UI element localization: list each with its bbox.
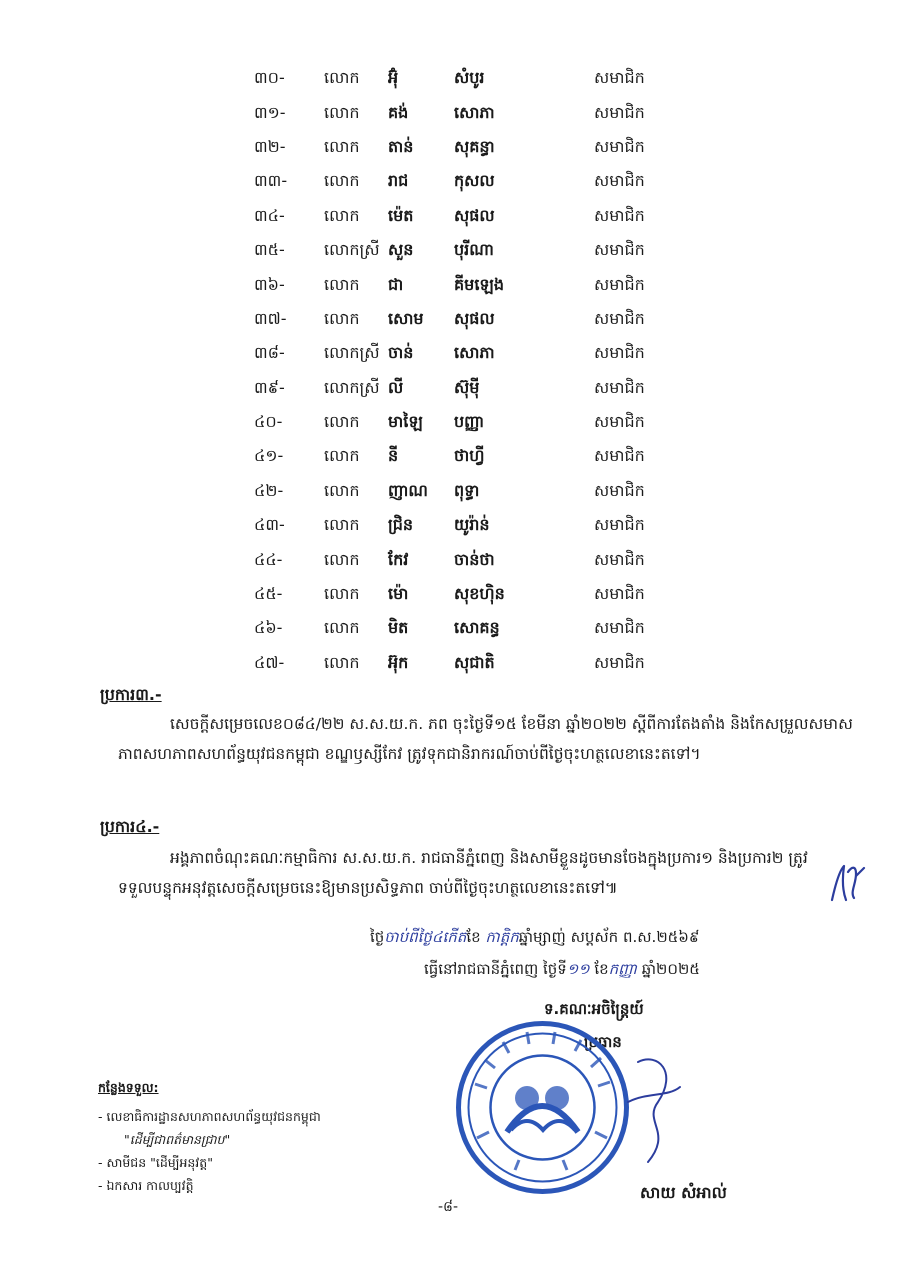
member-row [254,475,694,509]
member-first-name: ជា [388,274,404,294]
member-number: ៣១- [254,102,286,122]
member-first-name: អ៊ុំ [388,68,399,88]
member-role: សមាជិក [594,412,645,432]
member-last-name: បញ្ញា [454,412,485,432]
member-honorific: លោក [324,308,360,328]
member-first-name: កែវ [388,549,409,569]
member-first-name: ចាន់ [388,343,414,363]
member-row [254,406,694,440]
recipient-item-note: "ដើម្បីជាពត៌មានជ្រាប" [124,1132,231,1147]
recipient-item: - សាមីជន "ដើម្បីអនុវត្ត" [98,1155,213,1170]
member-number: ៤០- [254,412,283,432]
member-last-name: ចាន់ថា [454,549,495,569]
recipient-item: - ឯកសារ កាលប្បវត្តិ [98,1178,194,1193]
member-last-name: យូរ៉ាន់ [454,515,490,535]
member-first-name: ញាណ [388,480,428,500]
member-number: ៣៧- [254,308,287,328]
lunar-date-line: ថ្ងៃចាប់ពីថ្ងៃ៤កើតខែ កាត្ដិកឆ្នាំម្សាញ់ សប្តស័ក ព.ស.២៥៦៩ [370,928,700,946]
member-role: សមាជិក [594,618,645,638]
member-role: សមាជិក [594,377,645,397]
member-row [254,543,694,577]
member-role: សមាជិក [594,446,645,466]
member-honorific: លោកស្រី [324,377,380,397]
member-first-name: អ៊ុក [388,652,409,672]
member-number: ៣៥- [254,240,285,260]
member-first-name: នី [388,446,399,466]
member-number: ៤៤- [254,549,283,569]
member-first-name: ជ្រិន [388,515,414,535]
initials-signature-icon [826,862,866,906]
member-first-name: រាជ [388,171,409,191]
article4-text: អង្គភាពចំណុះគណៈកម្មាធិការ ស.ស.យ.ក. រាជធានីភ្នំពេញ និងសាមីខ្លួនដូចមានចែងក្នុងប្រការ១ និងប្រការ២ ត្រូវទទួលបន្ទុកអនុវត្តសេចក្តីសម្រេចនេះឱ្យមានប្រសិទ្ធភាព ចាប់ពីថ្ងៃចុះហត្ថលេខានេះតទៅ៕ [118,849,808,897]
member-number: ៤៦- [254,618,283,638]
member-number: ៤៥- [254,584,283,604]
member-role: សមាជិក [594,136,645,156]
member-number: ៣៣- [254,171,288,191]
member-number: ៤២- [254,480,284,500]
member-honorific: លោក [324,549,360,569]
member-honorific: លោក [324,412,360,432]
article3-text: សេចក្តីសម្រេចលេខ០៨៤/២២ ស.ស.យ.ក. ភព ចុះថ្ងៃទី១៥ ខែមីនា ឆ្នាំ២០២២ ស្តីពីការតែងតាំង និងកែសម្រួលសមាសភាពសហភាពសហព័ន្ធយុវជនកម្ពុជា ខណ្ឌឫស្សីកែវ ត្រូវទុកជានិរាករណ៍ចាប់ពីថ្ងៃចុះហត្ថលេខានេះតទៅ។ [118,715,853,763]
member-row [254,337,694,371]
member-role: សមាជិក [594,205,645,225]
member-last-name: សុខហ៊ិន [454,584,505,604]
recipients-block [98,1080,418,1197]
member-last-name: សោភា [454,343,495,363]
member-last-name: កុសល [454,171,495,191]
member-row [254,578,694,612]
member-row [254,612,694,646]
member-role: សមាជិក [594,171,645,191]
member-number: ៤៣- [254,515,285,535]
member-honorific: លោក [324,102,360,122]
member-role: សមាជិក [594,68,645,88]
member-last-name: សុគន្ធា [454,136,495,156]
member-last-name: សុផល [454,308,495,328]
member-honorific: លោកស្រី [324,240,380,260]
member-honorific: លោក [324,205,360,225]
member-row [254,509,694,543]
member-number: ៣៦- [254,274,285,294]
member-row [254,440,694,474]
signer-title: ប្រធាន [584,1033,622,1051]
member-row [254,200,694,234]
member-honorific: លោក [324,136,360,156]
member-first-name: តាន់ [388,136,414,156]
member-first-name: ម៉ោ [388,584,409,604]
member-honorific: លោក [324,584,360,604]
member-number: ៣២- [254,136,286,156]
member-role: សមាជិក [594,584,645,604]
member-honorific: លោក [324,480,360,500]
solar-date-line: ធ្វើនៅរាជធានីភ្នំពេញ ថ្ងៃទី១១ ខែកញ្ញា ឆ្នាំ២០២៥ [424,960,700,978]
member-number: ៤៧- [254,652,285,672]
member-last-name: គីមឡេង [454,274,504,294]
member-last-name: ស៊ុម៉ី [454,377,480,397]
member-row [254,303,694,337]
member-row [254,234,694,268]
member-row [254,131,694,165]
member-first-name: គង់ [388,102,409,122]
member-last-name: សោភា [454,102,495,122]
member-row [254,62,694,96]
member-last-name: សុជាតិ [454,652,495,672]
member-row [254,372,694,406]
member-role: សមាជិក [594,102,645,122]
member-honorific: លោក [324,274,360,294]
member-last-name: ថាហ្វី [454,446,485,466]
member-role: សមាជិក [594,652,645,672]
signer-name: សាយ សំអាល់ [640,1183,727,1202]
member-role: សមាជិក [594,515,645,535]
official-seal-icon [455,1020,630,1195]
page-number: -៨- [438,1199,459,1215]
member-first-name: សោម [388,308,424,328]
member-honorific: លោក [324,515,360,535]
member-first-name: ម៉េត [388,205,414,225]
member-role: សមាជិក [594,480,645,500]
member-row [254,268,694,302]
member-role: សមាជិក [594,308,645,328]
member-honorific: លោក [324,652,360,672]
member-number: ៣៩- [254,377,285,397]
member-number: ៤១- [254,446,284,466]
member-last-name: ពុទ្ធា [454,480,480,500]
member-first-name: សួន [388,240,414,260]
signer-org: ទ.គណៈអចិន្ត្រៃយ៍ [544,1000,644,1018]
member-role: សមាជិក [594,549,645,569]
member-honorific: លោក [324,446,360,466]
member-row [254,96,694,130]
recipients-title: កន្លែងទទួល: [98,1080,159,1095]
member-honorific: លោក [324,618,360,638]
member-row [254,647,694,681]
article4-heading: ប្រការ៤.- [100,817,160,836]
member-role: សមាជិក [594,240,645,260]
handwritten-signature-icon [618,1042,688,1172]
member-first-name: មាឡៃ [388,412,423,432]
member-last-name: សុផល [454,205,495,225]
member-first-name: លី [388,377,404,397]
member-number: ៣៨- [254,343,285,363]
recipient-item: - លេខាធិការដ្ឋានសហភាពសហព័ន្ធយុវជនកម្ពុជា [98,1109,321,1124]
member-honorific: លោកស្រី [324,343,380,363]
member-last-name: បុរីណា [454,240,494,260]
member-honorific: លោក [324,68,360,88]
member-role: សមាជិក [594,274,645,294]
member-row [254,165,694,199]
member-honorific: លោក [324,171,360,191]
member-number: ៣៤- [254,205,285,225]
article3-heading: ប្រការ៣.- [100,685,162,704]
member-number: ៣០- [254,68,285,88]
member-last-name: សោគន្ធ [454,618,500,638]
member-first-name: មិត [388,618,409,638]
member-last-name: សំបូរ [454,68,485,88]
member-role: សមាជិក [594,343,645,363]
member-list [254,62,694,681]
